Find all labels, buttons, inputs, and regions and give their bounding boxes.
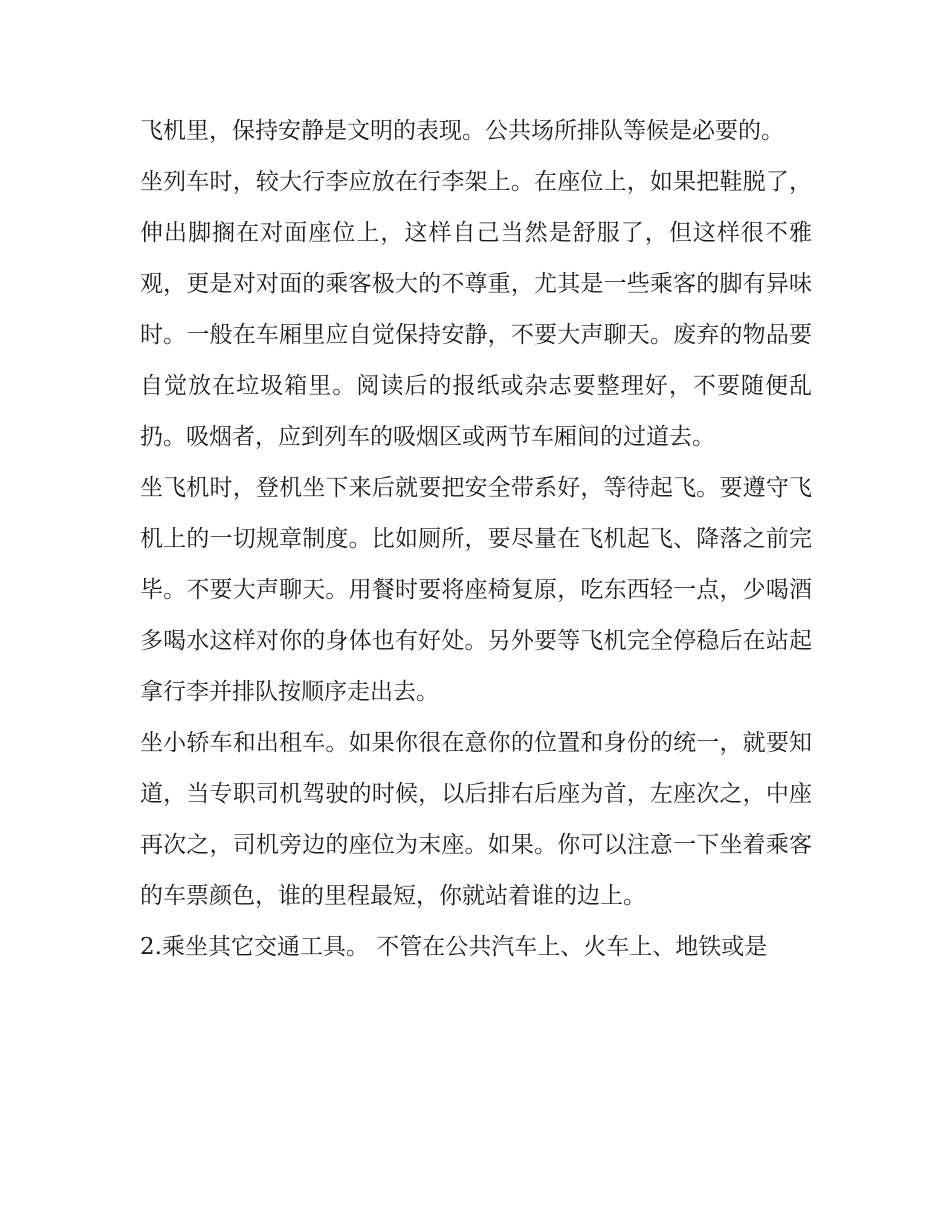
document-body — [140, 106, 812, 973]
paragraph-airplane-quiet: 飞机里，保持安静是文明的表现。公共场所排队等候是必要的。 — [140, 118, 784, 144]
paragraph-train-etiquette: 坐列车时，较大行李应放在行李架上。在座位上，如果把鞋脱了，伸出脚搁在对面座位上，这样自己当然是舒服了，但这样很不雅观，更是对对面的乘客极大的不尊重，尤其是一些乘客的脚有异味时。一般在车厢里应自觉保持安静，不要大声聊天。废弃的物品要自觉放在垃圾箱里。阅读后的报纸或杂志要整理好，不要随便乱扔。吸烟者，应到列车的吸烟区或两节车厢间的过道去。 — [140, 169, 812, 450]
paragraph-airplane-etiquette: 坐飞机时，登机坐下来后就要把安全带系好，等待起飞。要遵守飞机上的一切规章制度。比如厕所，要尽量在飞机起飞、降落之前完毕。不要大声聊天。用餐时要将座椅复原，吃东西轻一点，少喝酒多喝水这样对你的身体也有好处。另外要等飞机完全停稳后在站起拿行李并排队按顺序走出去。 — [140, 475, 812, 705]
paragraph-car-taxi-etiquette: 坐小轿车和出租车。如果你很在意你的位置和身份的统一，就要知道，当专职司机驾驶的时候，以后排右后座为首，左座次之，中座再次之，司机旁边的座位为末座。如果。你可以注意一下坐着乘客的车票颜色，谁的里程最短，你就站着谁的边上。 — [140, 730, 812, 909]
paragraph-other-transport-heading: 2.乘坐其它交通工具。 不管在公共汽车上、火车上、地铁或是 — [140, 934, 768, 960]
